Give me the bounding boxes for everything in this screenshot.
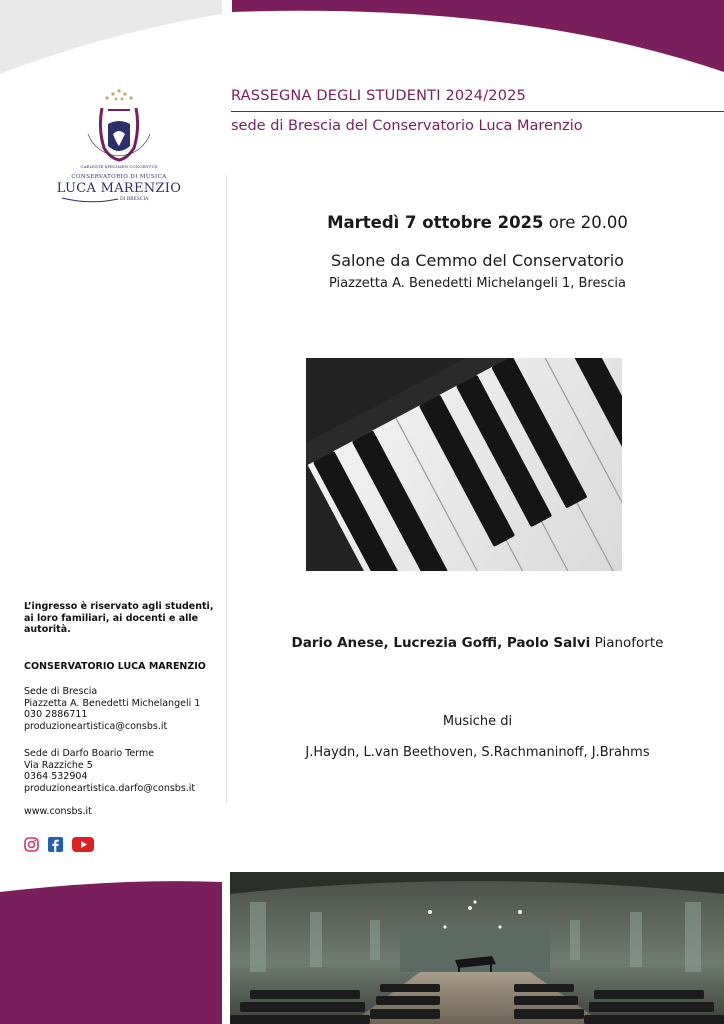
- festival-title: RASSEGNA DEGLI STUDENTI 2024/2025: [231, 88, 526, 104]
- event-date: Martedì 7 ottobre 2025: [327, 213, 544, 232]
- event-venue: Salone da Cemmo del Conservatorio: [331, 251, 624, 270]
- org-name: CONSERVATORIO LUCA MARENZIO: [24, 661, 206, 672]
- event-time: ore 20.00: [548, 213, 628, 232]
- contact-line: Via Razziche 5: [24, 759, 93, 771]
- festival-subtitle: sede di Brescia del Conservatorio Luca Marenzio: [231, 118, 583, 134]
- music-label: Musiche di: [442, 714, 513, 729]
- logo-swash: [60, 196, 120, 204]
- column-divider: [226, 175, 227, 803]
- facebook-icon[interactable]: [48, 837, 63, 856]
- admission-notice: [24, 601, 213, 636]
- event-address: Piazzetta A. Benedetti Michelangeli 1, Brescia: [329, 276, 626, 291]
- logo-wordmark: LUCA MARENZIO: [56, 181, 182, 196]
- piano-keys-photo: [306, 358, 622, 571]
- instagram-icon[interactable]: [24, 837, 39, 856]
- youtube-icon[interactable]: [72, 837, 94, 856]
- brescia-contact: [24, 686, 200, 732]
- phone-number: 030 2886711: [24, 709, 88, 720]
- email-link[interactable]: produzioneartistica.darfo@consbs.it: [24, 782, 196, 794]
- performers-line: [231, 635, 724, 651]
- notice-line: L’ingresso è riservato agli studenti,: [24, 601, 214, 612]
- notice-line: autorità.: [24, 624, 71, 635]
- bottom-wave-decoration: [0, 872, 724, 1024]
- top-wave-decoration: [0, 0, 724, 80]
- logo-motto: CAELESTE SPECIMEN CONCENTUS: [80, 164, 158, 169]
- contact-line: Sede di Darfo Boario Terme: [24, 748, 155, 759]
- darfo-contact: [24, 748, 195, 794]
- performer-names: Dario Anese, Lucrezia Goffi, Paolo Salvi: [291, 635, 591, 651]
- phone-number: 0364 532904: [24, 771, 88, 782]
- composers-list: J.Haydn, L.van Beethoven, S.Rachmaninoff, J.Brahms: [305, 745, 650, 760]
- logo-caption: CONSERVATORIO DI MUSICA: [71, 174, 167, 180]
- notice-line: ai loro familiari, ai docenti e alle: [24, 612, 199, 624]
- email-link[interactable]: produzioneartistica@consbs.it: [24, 720, 168, 732]
- header-divider: [231, 111, 724, 112]
- performer-instrument: Pianoforte: [594, 635, 664, 651]
- contact-line: Sede di Brescia: [24, 686, 98, 697]
- social-links: [24, 836, 98, 856]
- website-link[interactable]: www.consbs.it: [24, 806, 92, 817]
- event-datetime: [231, 213, 724, 232]
- contact-line: Piazzetta A. Benedetti Michelangeli 1: [24, 697, 201, 709]
- logo-city: DI BRESCIA: [120, 197, 149, 202]
